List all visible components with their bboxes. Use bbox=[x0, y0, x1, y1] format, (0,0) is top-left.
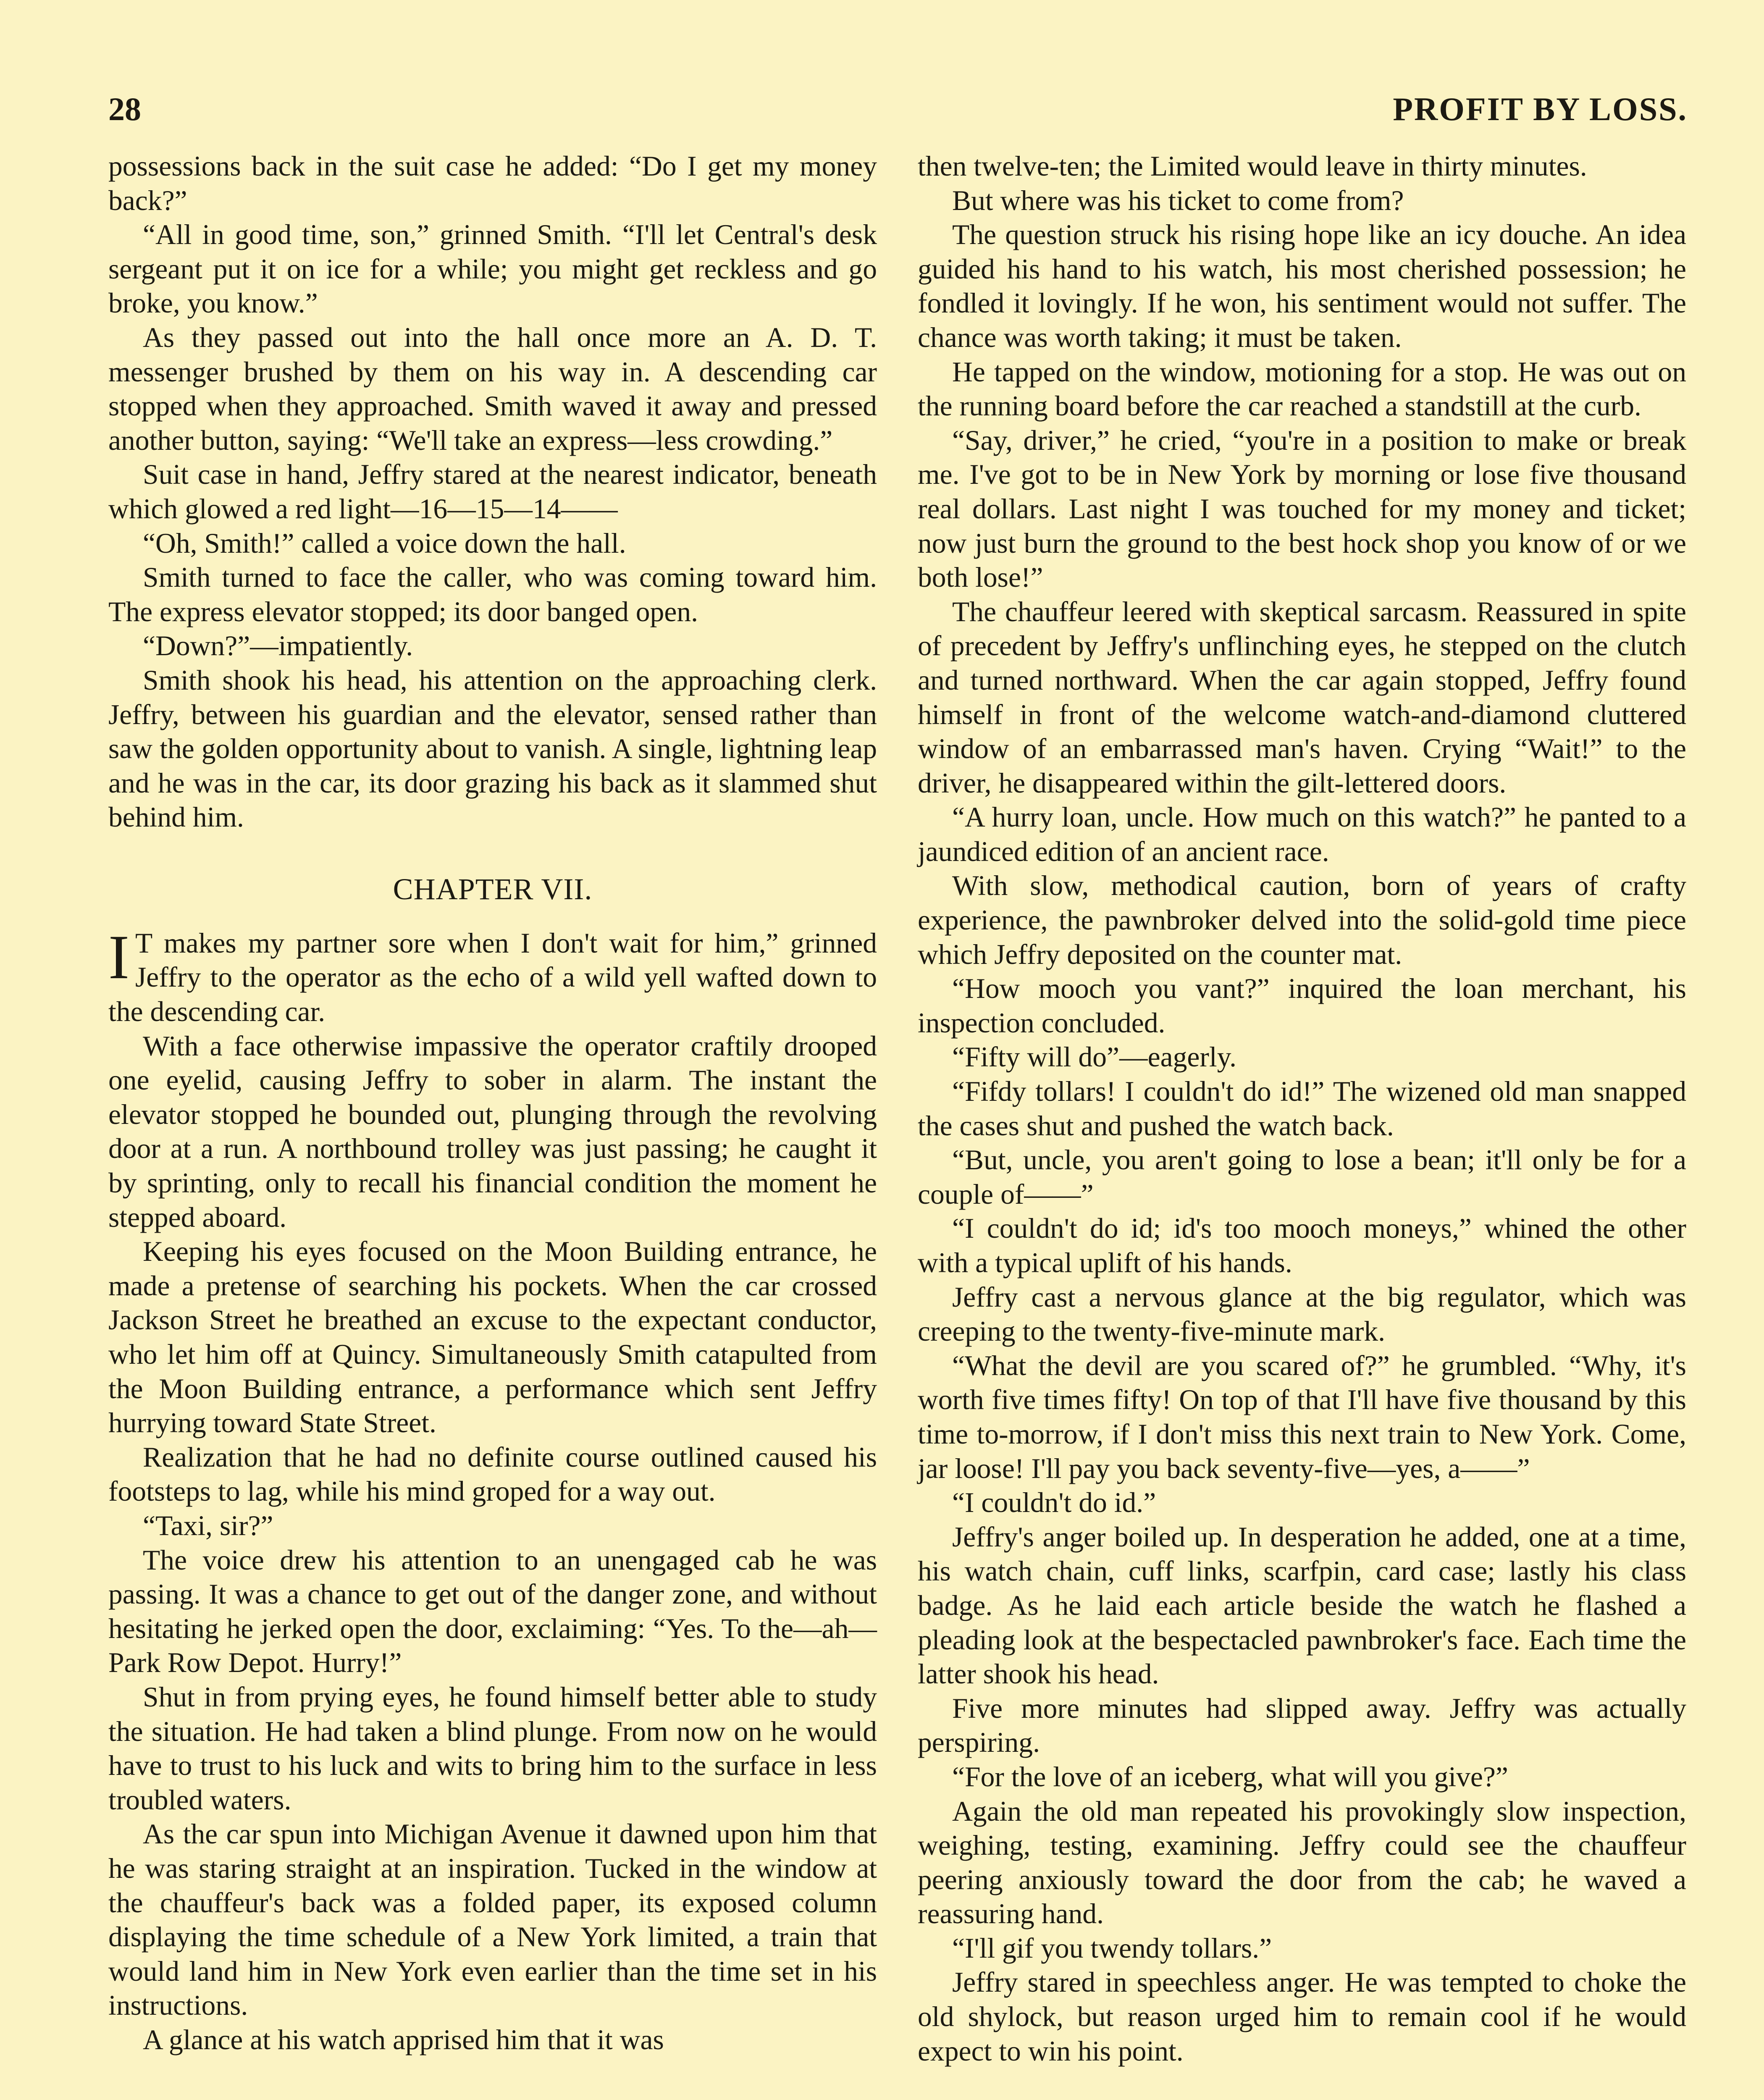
paragraph: “Taxi, sir?” bbox=[143, 1509, 273, 1541]
paragraph: “Oh, Smith!” called a voice down the hall. bbox=[143, 527, 626, 559]
paragraph: The question struck his rising hope like an icy douche. An idea guided his hand to his watch, his most cherished possession; he fondled it lovingly. If he won, his sentiment would not suffer. The chance was worth taking; it must be taken. bbox=[918, 219, 1686, 353]
paragraph: “How mooch you vant?” inquired the loan merchant, his inspection concluded. bbox=[918, 973, 1686, 1039]
paragraph: possessions back in the suit case he added: “Do I get my money back?” bbox=[108, 150, 877, 216]
left-column bbox=[108, 149, 877, 2057]
drop-cap: I bbox=[108, 922, 129, 992]
paragraph: Again the old man repeated his provokingly slow inspection, weighing, testing, examining. Jeffry could see the chauffeur peering anxiously toward the door from the cab; he waved a reassuring hand. bbox=[918, 1795, 1686, 1930]
paragraph: “I couldn't do id.” bbox=[952, 1487, 1156, 1519]
paragraph: Suit case in hand, Jeffry stared at the nearest indicator, beneath which glowed a red light—16—15—14—— bbox=[108, 459, 877, 525]
page-number: 28 bbox=[108, 91, 141, 127]
paragraph: Jeffry cast a nervous glance at the big regulator, which was creeping to the twenty-five-minute mark. bbox=[918, 1281, 1686, 1347]
paragraph: As the car spun into Michigan Avenue it dawned upon him that he was staring straight at an inspiration. Tucked in the window at the chauffeur's back was a folded paper, its exposed column displaying the time schedule of a New York limited, a train that would land him in New York even earlier than the time set in his instructions. bbox=[108, 1818, 877, 2021]
paragraph: “What the devil are you scared of?” he grumbled. “Why, it's worth five times fifty! On top of that I'll have five thousand by this time to-morrow, if I don't miss this next train to New York. Come, jar loose! I'll pay you back seventy-five—yes, a——” bbox=[918, 1349, 1686, 1484]
paragraph: Smith shook his head, his attention on the approaching clerk. Jeffry, between his guardian and the elevator, sensed rather than saw the golden opportunity about to vanish. A single, lightning leap and he was in the car, its door grazing his back as it slammed shut behind him. bbox=[108, 664, 877, 833]
right-column bbox=[918, 149, 1686, 2068]
paragraph: “Down?”—impatiently. bbox=[143, 630, 413, 662]
paragraph: “Fifdy tollars! I couldn't do id!” The wizened old man snapped the cases shut and pushed the watch back. bbox=[918, 1076, 1686, 1142]
paragraph: With a face otherwise impassive the operator craftily drooped one eyelid, causing Jeffry to sober in alarm. The instant the elevator stopped he bounded out, plunging through the revolving door at a run. A northbound trolley was just passing; he caught it by sprinting, only to recall his financial condition the moment he stepped aboard. bbox=[108, 1030, 877, 1233]
paragraph: “All in good time, son,” grinned Smith. “I'll let Central's desk sergeant put it on ice for a while; you might get reckless and go broke, you know.” bbox=[108, 219, 877, 319]
paragraph: With slow, methodical caution, born of years of crafty experience, the pawnbroker delved into the solid-gold time piece which Jeffry deposited on the counter mat. bbox=[918, 870, 1686, 970]
paragraph: “I'll gif you twendy tollars.” bbox=[952, 1932, 1272, 1964]
paragraph: Realization that he had no definite course outlined caused his footsteps to lag, while his mind groped for a way out. bbox=[108, 1441, 877, 1507]
paragraph: The chauffeur leered with skeptical sarcasm. Reassured in spite of precedent by Jeffry's unflinching eyes, he stepped on the clutch and turned northward. When the car again stopped, Jeffry found himself in front of the welcome watch-and-diamond cluttered window of an embarrassed man's haven. Crying “Wait!” to the driver, he disappeared within the gilt-lettered doors. bbox=[918, 596, 1686, 799]
chapter-heading: CHAPTER VII. bbox=[393, 872, 593, 906]
paragraph: As they passed out into the hall once more an A. D. T. messenger brushed by them on his way in. A descending car stopped when they approached. Smith waved it away and pressed another button, saying: “We'll take an express—less crowding.” bbox=[108, 321, 877, 456]
paragraph: Smith turned to face the caller, who was coming toward him. The express elevator stopped; its door banged open. bbox=[108, 562, 877, 627]
chapter-opening-paragraph bbox=[108, 922, 877, 1029]
running-title: PROFIT BY LOSS. bbox=[1393, 91, 1688, 127]
paragraph: then twelve-ten; the Limited would leave in thirty minutes. bbox=[918, 150, 1587, 182]
paragraph: “Say, driver,” he cried, “you're in a position to make or break me. I've got to be in New York by morning or lose five thousand real dollars. Last night I was touched for my money and ticket; now just burn the ground to the best hock shop you know of or we both lose!” bbox=[918, 424, 1686, 593]
paragraph: The voice drew his attention to an unengaged cab he was passing. It was a chance to get out of the danger zone, and without hesitating he jerked open the door, exclaiming: “Yes. To the—ah—Park Row Depot. Hurry!” bbox=[108, 1544, 877, 1679]
paragraph: Five more minutes had slipped away. Jeffry was actually perspiring. bbox=[918, 1692, 1686, 1759]
paragraph: Jeffry stared in speechless anger. He was tempted to choke the old shylock, but reason urged him to remain cool if he would expect to win his point. bbox=[918, 1966, 1686, 2067]
paragraph: “I couldn't do id; id's too mooch moneys,” whined the other with a typical uplift of his hands. bbox=[918, 1213, 1686, 1278]
paragraph: But where was his ticket to come from? bbox=[952, 184, 1404, 216]
paragraph: Shut in from prying eyes, he found himself better able to study the situation. He had taken a blind plunge. From now on he would have to trust to his luck and wits to bring him to the surface in less troubled waters. bbox=[108, 1681, 877, 1816]
paragraph: “But, uncle, you aren't going to lose a bean; it'll only be for a couple of——” bbox=[918, 1144, 1686, 1210]
page-header bbox=[108, 84, 1688, 134]
paragraph: Keeping his eyes focused on the Moon Building entrance, he made a pretense of searching his pockets. When the car crossed Jackson Street he breathed an excuse to the expectant conductor, who let him off at Quincy. Simultaneously Smith catapulted from the Moon Building entrance, a performance which sent Jeffry hurrying toward State Street. bbox=[108, 1236, 877, 1439]
paragraph: He tapped on the window, motioning for a stop. He was out on the running board before the car reached a standstill at the curb. bbox=[918, 356, 1686, 422]
paragraph: Jeffry's anger boiled up. In desperation he added, one at a time, his watch chain, cuff links, scarfpin, card case; lastly his class badge. As he laid each article beside the watch he flashed a pleading look at the bespectacled pawnbroker's face. Each time the latter shook his head. bbox=[918, 1521, 1686, 1690]
paragraph: “A hurry loan, uncle. How much on this watch?” he panted to a jaundiced edition of an ancient race. bbox=[918, 801, 1686, 867]
paragraph: “Fifty will do”—eagerly. bbox=[952, 1041, 1236, 1073]
paragraph: “For the love of an iceberg, what will you give?” bbox=[952, 1761, 1508, 1793]
opening-text: T makes my partner sore when I don't wait for him,” grinned Jeffry to the operator as the echo of a wild yell wafted down to the descending car. bbox=[108, 927, 877, 1028]
paragraph: A glance at his watch apprised him that it was bbox=[143, 2024, 664, 2055]
